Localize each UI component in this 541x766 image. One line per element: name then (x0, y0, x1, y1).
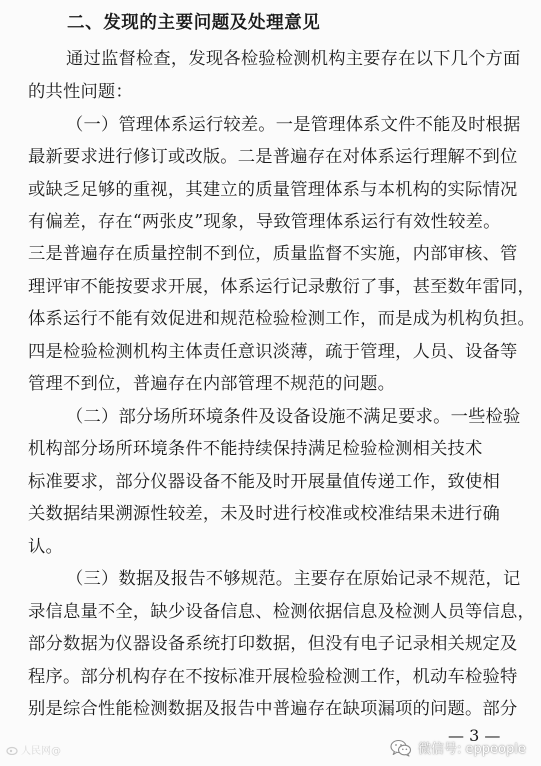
text-line: 三是普遍存在质量控制不到位，质量监督不实施，内部审核、管 (28, 244, 518, 264)
text-line: 录信息量不全，缺少设备信息、检测依据信息及检测人员等信息， (28, 602, 535, 622)
watermark-right-text: 微信号: eppeople (418, 742, 526, 757)
text-line: 机构部分场所环境条件不能持续保持满足检验检测相关技术 (28, 439, 483, 459)
text-line: 体系运行不能有效促进和规范检验检测工作，而是成为机构负担。 (28, 309, 535, 329)
text-line: 关数据结果溯源性较差，未及时进行校准或校准结果未进行确 (28, 504, 500, 524)
watermark-left-text: 人民网@ (21, 746, 61, 757)
text-line: 标准要求，部分仪器设备不能及时开展量值传递工作，致使相 (28, 472, 500, 492)
text-line: 部分数据为仪器设备系统打印数据，但没有电子记录相关规定及 (28, 634, 518, 654)
text-line: 程序。部分机构存在不按标准开展检验检测工作，机动车检验特 (28, 667, 518, 687)
text-line: 或缺乏足够的重视，其建立的质量管理体系与本机构的实际情况 (28, 180, 518, 200)
text-line: （一）管理体系运行较差。一是管理体系文件不能及时根据 (66, 115, 521, 135)
text-line: 四是检验检测机构主体责任意识淡薄，疏于管理，人员、设备等 (28, 342, 518, 362)
text-line: 的共性问题： (28, 82, 133, 102)
text-line: 管理不到位，普遍存在内部管理不规范的问题。 (28, 374, 396, 394)
weibo-icon (6, 745, 18, 755)
text-line: 有偏差，存在“两张皮”现象，导致管理体系运行有效性较差。 (28, 212, 501, 232)
text-line: 认。 (28, 537, 63, 557)
text-line: 别是综合性能检测数据及报告中普遍存在缺项漏项的问题。部分 (28, 699, 518, 719)
watermark-right (390, 738, 526, 757)
text-line: 最新要求进行修订或改版。二是普遍存在对体系运行理解不到位 (28, 147, 518, 167)
page-number: — 3 — (448, 726, 501, 745)
section-heading: 二、发现的主要问题及处理意见 (67, 13, 321, 33)
text-line: （二）部分场所环境条件及设备设施不满足要求。一些检验 (66, 407, 521, 427)
text-line: 通过监督检查，发现各检验检测机构主要存在以下几个方面 (66, 49, 521, 69)
wechat-icon (390, 739, 412, 757)
watermark-left (6, 742, 61, 757)
text-line: （三）数据及报告不够规范。主要存在原始记录不规范，记 (66, 569, 521, 589)
text-line: 理评审不能按要求开展，体系运行记录敷衍了事，甚至数年雷同， (28, 277, 535, 297)
